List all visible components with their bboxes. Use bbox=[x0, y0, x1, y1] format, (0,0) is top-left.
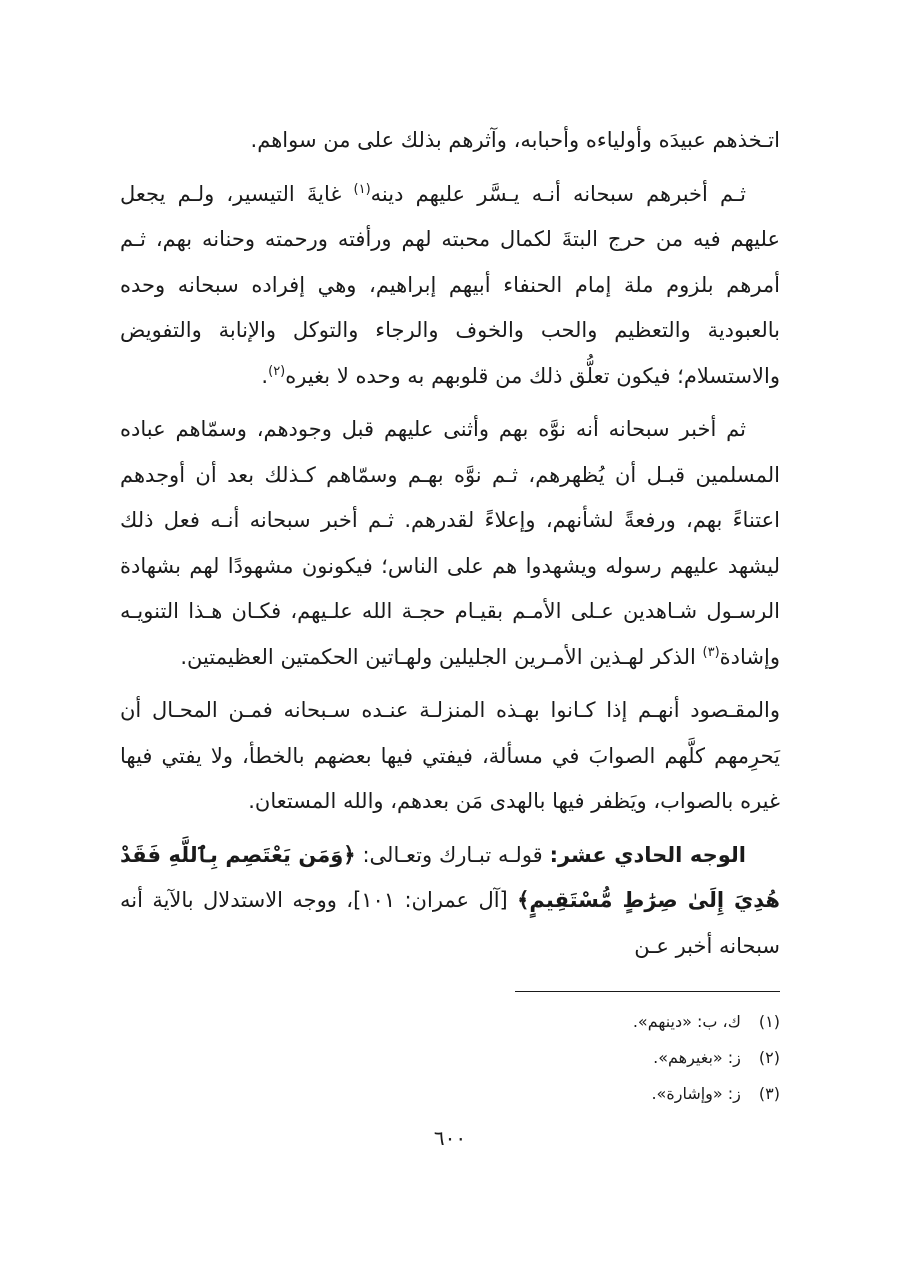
paragraph-3 bbox=[120, 407, 780, 680]
footnote-divider bbox=[515, 991, 780, 992]
paragraph-text: الذكر لهـذين الأمـرين الجليلين ولهـاتين الحكمتين العظيمتين. bbox=[180, 644, 703, 669]
paragraph-text: ثم أخبر سبحانه أنه نوَّه بهم وأثنى عليهم قبل وجودهم، وسمّاهم عباده المسلمين قبـل أن يُظهرهم، ثـم نوَّه بهـم وسمّاهم كـذلك بعد أن أوجدهم اعتناءً بهم، ورفعةً لشأنهم، وإعلاءً لقدرهم. ثـم أخبر سبحانه أنـه فعل ذلك ليشهد عليهم رسوله ويشهدوا هم على الناس؛ فيكونون مشهودًا لهم بشهادة الرسـول شـاهدين عـلى الأمـم بقيـام حجـة الله علـيهم، فكـان هـذا التنويـه وإشادة bbox=[120, 417, 780, 669]
paragraph-text: غايةَ التيسير، ولـم يجعل عليهم فيه من حرج البتةَ لكمال محبته لهم ورأفته ورحمته وحنانه بهم، ثـم أمرهم بلزوم ملة إمام الحنفاء أبيهم إبراهيم، وهي إفراده سبحانه وحده بالعبودية والتعظيم والحب والخوف والرجاء والتوكل والإنابة والتفويض والاستسلام؛ فيكون تعلُّق ذلك من قلوبهم به وحده لا بغيره bbox=[120, 181, 780, 388]
page-number: ٦٠٠ bbox=[433, 1126, 467, 1150]
paragraph-1 bbox=[120, 118, 780, 164]
paragraph-text: . bbox=[261, 363, 269, 388]
footnote-1 bbox=[300, 1004, 780, 1040]
footnote-number: (٣) bbox=[758, 1084, 780, 1103]
paragraph-5 bbox=[120, 833, 780, 970]
main-text bbox=[120, 118, 780, 977]
paragraph-text: ثـم أخبرهم سبحانه أنـه يـسَّر عليهم دينه bbox=[370, 181, 746, 206]
paragraph-text: قولـه تبـارك وتعـالى: bbox=[355, 842, 550, 867]
paragraph-2 bbox=[120, 172, 780, 400]
footnote-number: (٢) bbox=[758, 1048, 780, 1067]
section-heading: الوجه الحادي عشر: bbox=[549, 842, 746, 867]
footnote-reference-2[interactable]: (٢) bbox=[268, 363, 286, 379]
footnote-2 bbox=[300, 1040, 780, 1076]
paragraph-text: اتـخذهم عبيدَه وأولياءه وأحبابه، وآثرهم بذلك على من سواهم. bbox=[250, 128, 780, 152]
paragraph-4 bbox=[120, 688, 780, 825]
footnotes bbox=[300, 1004, 780, 1112]
footnote-text: ك، ب: «دينهم». bbox=[632, 1012, 741, 1031]
paragraph-text: والمقـصود أنهـم إذا كـانوا بهـذه المنزلـة عنـده سـبحانه فمـن المحـال أن يَحرِمهم كلَّهم الصوابَ في مسألة، فيفتي فيها بعضهم بالخطأ، ولا يفتي فيها غيره بالصواب، ويَظفر فيها بالهدى مَن بعدهم، والله المستعان. bbox=[120, 698, 780, 813]
paragraph-text: [آل عمران: ١٠١]، ووجه الاستدلال بالآية أنه سبحانه أخبر عـن bbox=[120, 888, 780, 958]
footnote-text: ز: «وإشارة». bbox=[651, 1084, 741, 1103]
footnote-reference-3[interactable]: (٣) bbox=[702, 644, 720, 660]
footnote-3 bbox=[300, 1076, 780, 1112]
quran-verse: ﴿وَمَن يَعْتَصِم بِٱللَّهِ فَقَدْ هُدِيَ إِلَىٰ صِرَٰطٍ مُّسْتَقِيمٍ﴾ bbox=[120, 842, 780, 912]
footnote-text: ز: «بغيرهم». bbox=[653, 1048, 741, 1067]
footnote-number: (١) bbox=[758, 1012, 780, 1031]
footnote-reference-1[interactable]: (١) bbox=[353, 181, 371, 197]
